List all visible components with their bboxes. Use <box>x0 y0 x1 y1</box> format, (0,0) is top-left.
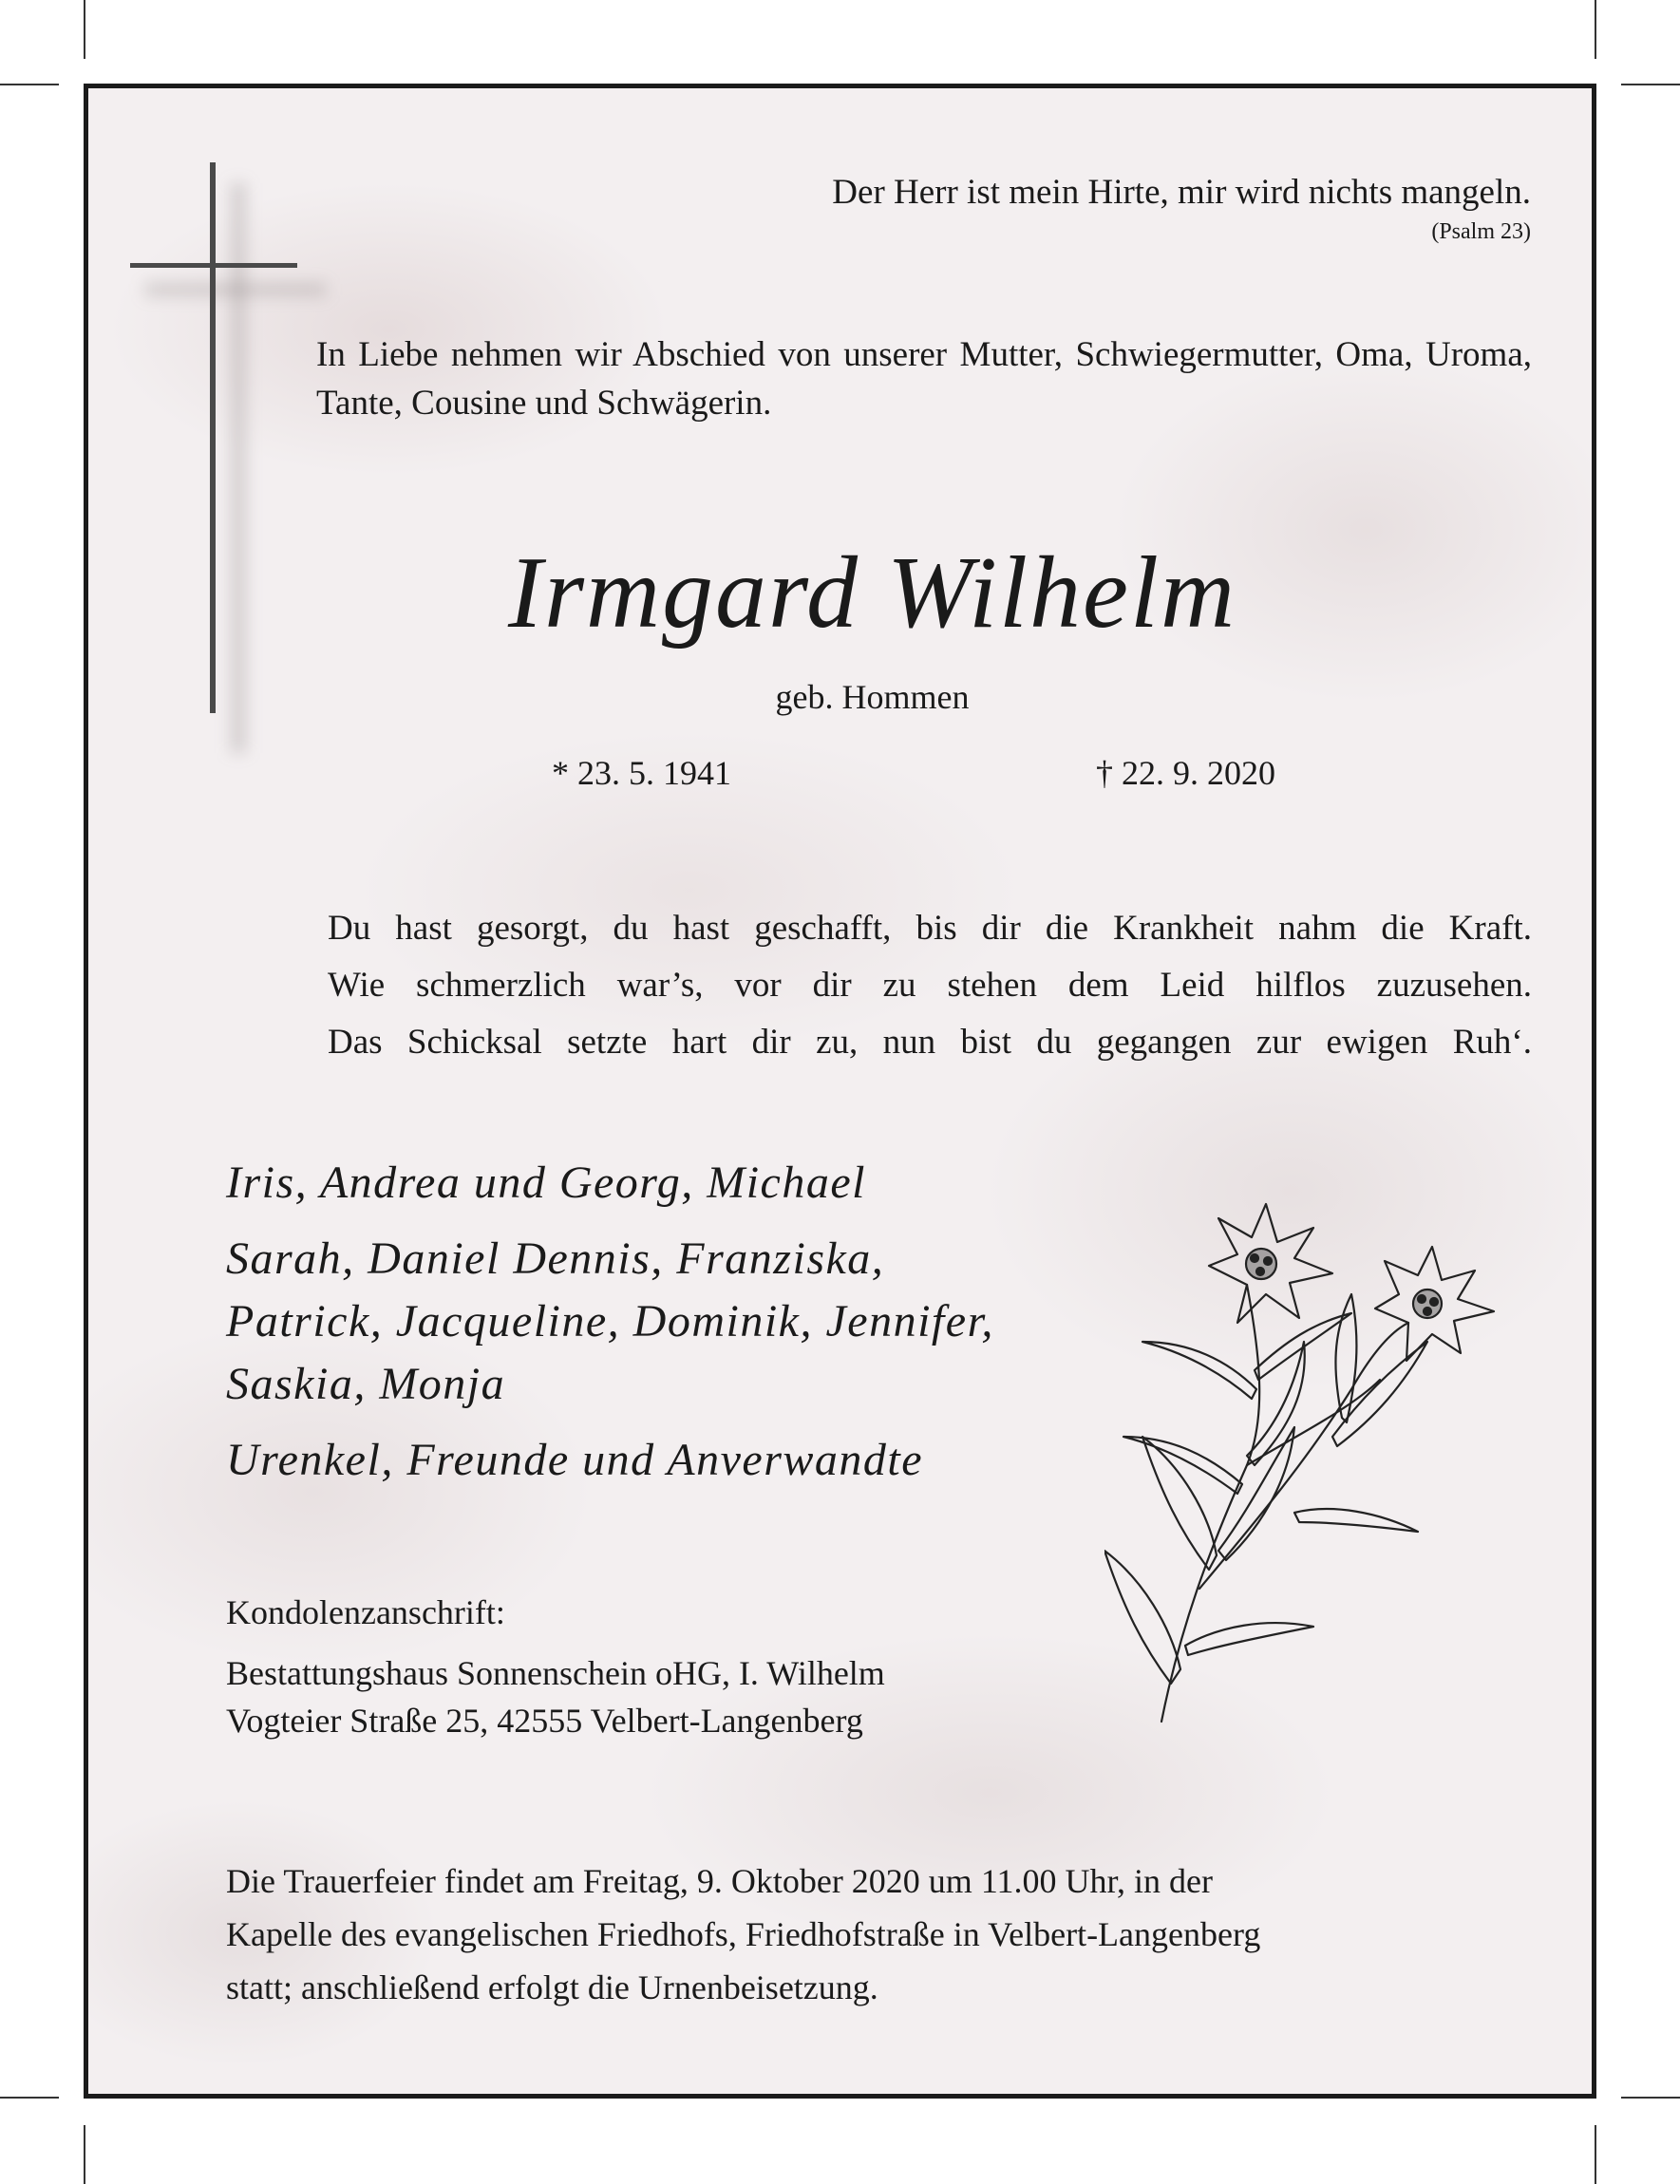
mourners-line: Sarah, Daniel Dennis, Franziska, <box>226 1233 885 1284</box>
poem-line: Du hast gesorgt, du hast geschafft, bis dir die Krankheit nahm die Kraft. <box>328 909 1532 948</box>
deceased-name: Irmgard Wilhelm <box>508 537 1236 650</box>
edelweiss-illustration <box>1104 1152 1522 1741</box>
mourners-line: Iris, Andrea und Georg, Michael <box>226 1158 866 1208</box>
mourners-line: Saskia, Monja <box>226 1359 506 1409</box>
death-date: † 22. 9. 2020 <box>1096 754 1275 792</box>
service-line: statt; anschließend erfolgt die Urnenbeisetzung. <box>226 1968 878 2006</box>
crop-mark <box>1595 2125 1596 2184</box>
service-info <box>226 1855 1532 2014</box>
crop-mark <box>84 0 85 59</box>
psalm-block <box>832 172 1531 245</box>
birth-date: * 23. 5. 1941 <box>552 754 731 792</box>
obituary-frame <box>84 84 1596 2099</box>
crop-mark <box>1621 2097 1680 2099</box>
poem <box>328 900 1532 1071</box>
service-line: Die Trauerfeier findet am Freitag, 9. Oktober 2020 um 11.00 Uhr, in der <box>226 1862 1213 1900</box>
mourners-line: Patrick, Jacqueline, Dominik, Jennifer, <box>226 1296 994 1346</box>
crop-mark <box>0 2097 59 2099</box>
service-line: Kapelle des evangelischen Friedhofs, Friedhofstraße in Velbert-Langenberg <box>226 1915 1261 1953</box>
intro-text: In Liebe nehmen wir Abschied von unserer Mutter, Schwiegermutter, Oma, Uroma, Tante, Cousine und Schwägerin. <box>316 335 1532 423</box>
crop-mark <box>84 2125 85 2184</box>
condolence-line: Bestattungshaus Sonnenschein oHG, I. Wilhelm <box>226 1654 885 1692</box>
poem-line: Wie schmerzlich war’s, vor dir zu stehen dem Leid hilflos zuzusehen. <box>328 966 1532 1005</box>
condolence-address <box>226 1589 885 1744</box>
mourners-line: Urenkel, Freunde und Anverwandte <box>226 1435 924 1485</box>
condolence-label: Kondolenzanschrift: <box>226 1593 505 1631</box>
crop-mark <box>1621 84 1680 85</box>
mourners-list <box>226 1152 994 1492</box>
crop-mark <box>0 84 59 85</box>
poem-line: Das Schicksal setzte hart dir zu, nun bist du gegangen zur ewigen Ruh‘. <box>328 1023 1532 1062</box>
crop-mark <box>1595 0 1596 59</box>
psalm-quote: Der Herr ist mein Hirte, mir wird nichts mangeln. <box>832 173 1531 212</box>
condolence-line: Vogteier Straße 25, 42555 Velbert-Langenberg <box>226 1702 863 1740</box>
maiden-name: geb. Hommen <box>775 678 970 716</box>
psalm-reference: (Psalm 23) <box>1431 219 1531 244</box>
